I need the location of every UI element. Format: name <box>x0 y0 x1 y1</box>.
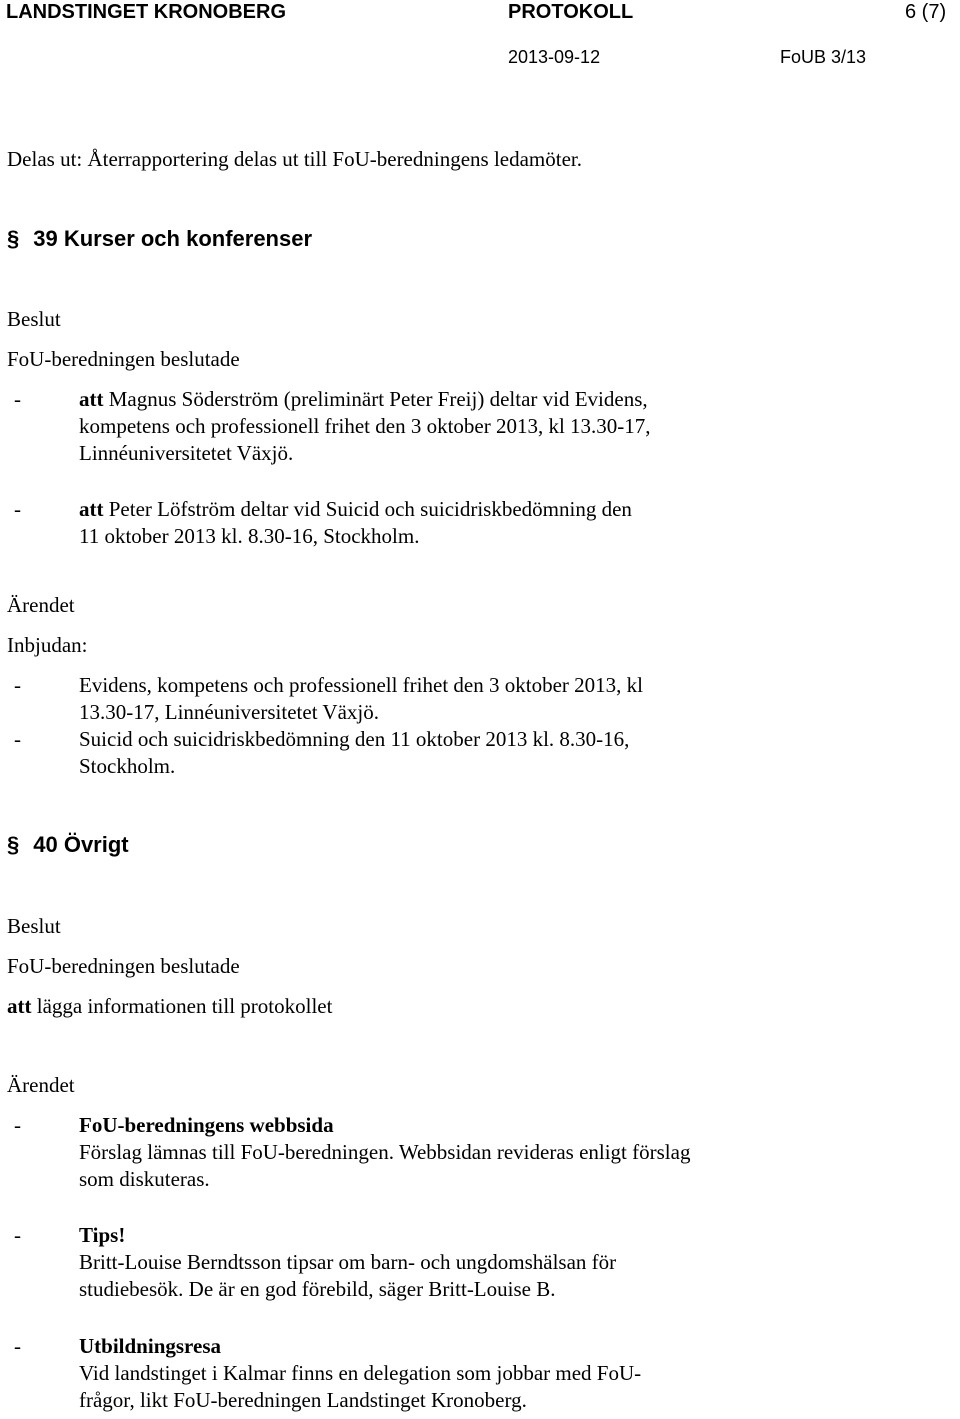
item2-line-1: Peter Löfström deltar vid Suicid och suicidriskbedömning den <box>108 497 632 521</box>
item1-line-2: kompetens och professionell frihet den 3 oktober 2013, kl 13.30-17, <box>79 414 651 438</box>
item-line: Britt-Louise Berndtsson tipsar om barn- och ungdomshälsan för <box>79 1250 617 1274</box>
s40-arendet-heading: Ärendet <box>7 1073 75 1097</box>
item-line: Vid landstinget i Kalmar finns en delegation som jobbar med FoU- <box>79 1361 642 1385</box>
section-39-title: 39 Kurser och konferenser <box>33 226 313 251</box>
dash: - <box>14 1223 21 1247</box>
dash: - <box>14 387 21 411</box>
dash: - <box>14 1113 21 1137</box>
intro-text: Delas ut: Återrapportering delas ut till FoU-beredningens ledamöter. <box>7 147 583 171</box>
s39-arendet-heading: Ärendet <box>7 593 75 617</box>
dash: - <box>14 1334 21 1358</box>
s40-decision-text: lägga informationen till protokollet <box>36 994 333 1018</box>
inv2-line-2: Stockholm. <box>79 754 176 778</box>
inv1-line-2: 13.30-17, Linnéuniversitetet Växjö. <box>79 700 379 724</box>
item-line: Förslag lämnas till FoU-beredningen. Webbsidan revideras enligt förslag <box>79 1140 691 1164</box>
s39-inbjudan: Inbjudan: <box>7 633 88 657</box>
att-keyword: att <box>79 387 104 411</box>
s40-decision <box>7 993 332 1020</box>
item2-line-2: 11 oktober 2013 kl. 8.30-16, Stockholm. <box>79 524 420 548</box>
header-page: 6 (7) <box>905 1 947 23</box>
item-title: Tips! <box>79 1223 126 1247</box>
item-line: studiebesök. De är en god förebild, säger Britt-Louise B. <box>79 1277 556 1301</box>
att-keyword: att <box>7 994 32 1018</box>
item-line: frågor, likt FoU-beredningen Landstinget Kronoberg. <box>79 1388 527 1412</box>
item-title: FoU-beredningens webbsida <box>79 1113 334 1137</box>
header-org: LANDSTINGET KRONOBERG <box>6 1 286 23</box>
item-title: Utbildningsresa <box>79 1334 221 1358</box>
dash: - <box>14 727 21 751</box>
s40-beslut-heading: Beslut <box>7 914 61 938</box>
section-symbol: § <box>7 832 20 857</box>
item1-line-3: Linnéuniversitetet Växjö. <box>79 441 294 465</box>
section-40-heading <box>7 832 129 858</box>
header-doc-type: PROTOKOLL <box>508 1 634 23</box>
header-date: 2013-09-12 <box>508 47 601 67</box>
item-line: som diskuteras. <box>79 1167 210 1191</box>
s39-beslut-heading: Beslut <box>7 307 61 331</box>
dash: - <box>14 673 21 697</box>
att-keyword: att <box>79 497 104 521</box>
inv1-line-1: Evidens, kompetens och professionell frihet den 3 oktober 2013, kl <box>79 673 643 697</box>
inv2-line-1: Suicid och suicidriskbedömning den 11 oktober 2013 kl. 8.30-16, <box>79 727 630 751</box>
section-39-heading <box>7 226 312 252</box>
section-symbol: § <box>7 226 20 251</box>
dash: - <box>14 497 21 521</box>
s40-beslut-intro: FoU-beredningen beslutade <box>7 954 240 978</box>
section-40-title: 40 Övrigt <box>33 832 129 857</box>
header-ref: FoUB 3/13 <box>780 47 867 67</box>
s39-beslut-intro: FoU-beredningen beslutade <box>7 347 240 371</box>
item1-line-1: Magnus Söderström (preliminärt Peter Freij) deltar vid Evidens, <box>108 387 648 411</box>
